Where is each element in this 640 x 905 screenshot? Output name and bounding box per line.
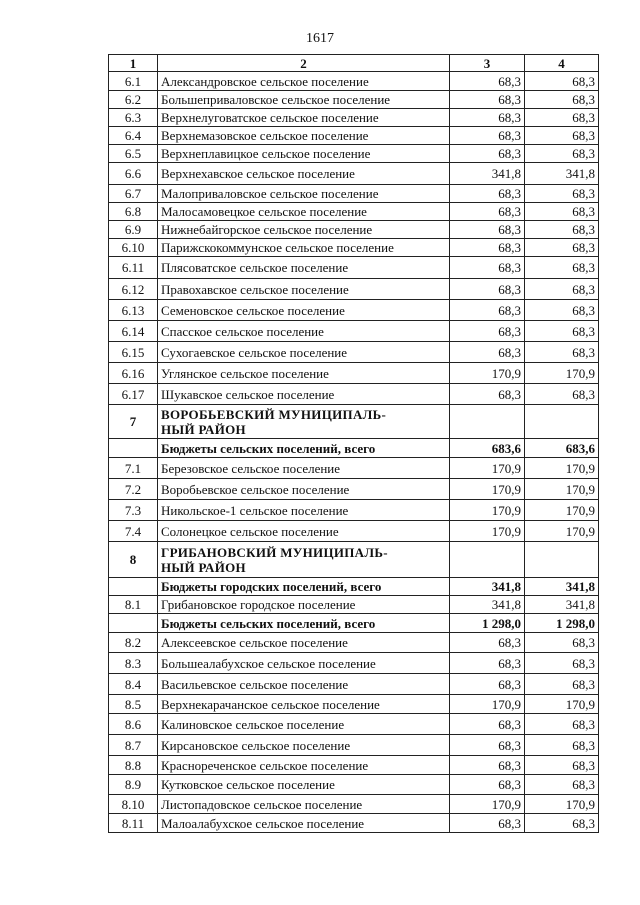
value-col-4: 170,9	[525, 479, 599, 500]
row-number: 7.3	[109, 500, 158, 521]
row-number	[109, 578, 158, 596]
settlement-name: Листопадовское сельское поселение	[158, 795, 450, 814]
district-name-line-2: НЫЙ РАЙОН	[161, 421, 246, 437]
value-col-4: 68,3	[525, 185, 599, 203]
value-col-3: 68,3	[450, 384, 525, 405]
value-col-4: 68,3	[525, 239, 599, 257]
settlement-name: Солонецкое сельское поселение	[158, 521, 450, 542]
value-col-4: 170,9	[525, 695, 599, 714]
value-col-4: 68,3	[525, 91, 599, 109]
table-row	[109, 279, 599, 300]
value-col-3: 68,3	[450, 221, 525, 239]
value-col-4: 68,3	[525, 674, 599, 695]
value-col-3: 170,9	[450, 795, 525, 814]
row-number: 8.2	[109, 633, 158, 653]
row-number: 8.10	[109, 795, 158, 814]
settlement-name: Углянское сельское поселение	[158, 363, 450, 384]
settlement-name: Парижскокоммунское сельское поселение	[158, 239, 450, 257]
settlement-name: Грибановское городское поселение	[158, 596, 450, 614]
row-number: 8.1	[109, 596, 158, 614]
settlement-name: Верхнеплавицкое сельское поселение	[158, 145, 450, 163]
row-number: 6.8	[109, 203, 158, 221]
settlement-name: Шукавское сельское поселение	[158, 384, 450, 405]
value-col-3	[450, 542, 525, 578]
value-col-4: 68,3	[525, 203, 599, 221]
table-row	[109, 695, 599, 714]
row-number: 6.9	[109, 221, 158, 239]
settlement-name: Никольское-1 сельское поселение	[158, 500, 450, 521]
row-number: 8.9	[109, 775, 158, 795]
district-row	[109, 405, 599, 439]
row-number: 8.6	[109, 714, 158, 735]
table-row	[109, 127, 599, 145]
row-number: 8.3	[109, 653, 158, 674]
value-col-3: 68,3	[450, 257, 525, 279]
value-col-3: 68,3	[450, 91, 525, 109]
value-col-4: 68,3	[525, 714, 599, 735]
settlement-name: Плясоватское сельское поселение	[158, 257, 450, 279]
value-col-4: 68,3	[525, 72, 599, 91]
row-number: 6.3	[109, 109, 158, 127]
value-col-3: 68,3	[450, 109, 525, 127]
value-col-4: 68,3	[525, 814, 599, 833]
district-name	[158, 405, 450, 439]
row-number: 6.12	[109, 279, 158, 300]
table-row	[109, 814, 599, 833]
value-col-3: 170,9	[450, 479, 525, 500]
table-row	[109, 500, 599, 521]
settlement-name: Березовское сельское поселение	[158, 458, 450, 479]
settlement-name: Малосамовецкое сельское поселение	[158, 203, 450, 221]
table-row	[109, 756, 599, 775]
value-col-3: 68,3	[450, 814, 525, 833]
value-col-3	[450, 405, 525, 439]
row-number: 6.6	[109, 163, 158, 185]
row-number: 6.10	[109, 239, 158, 257]
table-row	[109, 735, 599, 756]
settlement-name: Краснореченское сельское поселение	[158, 756, 450, 775]
subtotal-row	[109, 614, 599, 633]
value-col-4: 68,3	[525, 109, 599, 127]
value-col-3: 68,3	[450, 674, 525, 695]
table-row	[109, 521, 599, 542]
value-col-3: 68,3	[450, 342, 525, 363]
value-col-3: 341,8	[450, 596, 525, 614]
table-row	[109, 479, 599, 500]
value-col-4: 68,3	[525, 756, 599, 775]
value-col-3: 68,3	[450, 714, 525, 735]
value-col-3: 170,9	[450, 500, 525, 521]
settlement-name: Сухогаевское сельское поселение	[158, 342, 450, 363]
table-row	[109, 203, 599, 221]
table-row	[109, 300, 599, 321]
row-number: 7.1	[109, 458, 158, 479]
settlement-name: Васильевское сельское поселение	[158, 674, 450, 695]
row-number: 7.2	[109, 479, 158, 500]
settlement-name: Бюджеты городских поселений, всего	[158, 578, 450, 596]
value-col-4: 68,3	[525, 735, 599, 756]
settlement-name: Александровское сельское поселение	[158, 72, 450, 91]
table-row	[109, 342, 599, 363]
table-row	[109, 384, 599, 405]
value-col-4	[525, 542, 599, 578]
row-number: 6.5	[109, 145, 158, 163]
table-row	[109, 91, 599, 109]
value-col-3: 68,3	[450, 735, 525, 756]
table-row	[109, 458, 599, 479]
table-row	[109, 72, 599, 91]
district-name-line-2: НЫЙ РАЙОН	[161, 559, 246, 575]
row-number: 6.2	[109, 91, 158, 109]
value-col-4: 170,9	[525, 363, 599, 384]
row-number: 6.14	[109, 321, 158, 342]
value-col-4: 341,8	[525, 578, 599, 596]
settlement-name: Малоприваловское сельское поселение	[158, 185, 450, 203]
row-number: 6.16	[109, 363, 158, 384]
subtotal-row	[109, 439, 599, 458]
row-number: 6.13	[109, 300, 158, 321]
row-number: 8	[109, 542, 158, 578]
value-col-4: 170,9	[525, 500, 599, 521]
column-header-2: 2	[158, 55, 450, 72]
value-col-4: 341,8	[525, 163, 599, 185]
table-header-row	[109, 55, 599, 72]
value-col-3: 170,9	[450, 458, 525, 479]
value-col-3: 68,3	[450, 653, 525, 674]
settlement-name: Воробьевское сельское поселение	[158, 479, 450, 500]
settlement-name: Малоалабухское сельское поселение	[158, 814, 450, 833]
settlement-name: Верхнелуговатское сельское поселение	[158, 109, 450, 127]
value-col-4: 68,3	[525, 384, 599, 405]
table-row	[109, 596, 599, 614]
row-number: 6.17	[109, 384, 158, 405]
row-number: 6.15	[109, 342, 158, 363]
table-row	[109, 633, 599, 653]
row-number	[109, 439, 158, 458]
value-col-4	[525, 405, 599, 439]
table-row	[109, 321, 599, 342]
value-col-4: 1 298,0	[525, 614, 599, 633]
value-col-3: 1 298,0	[450, 614, 525, 633]
value-col-3: 68,3	[450, 321, 525, 342]
district-name-line-1: ВОРОБЬЕВСКИЙ МУНИЦИПАЛЬ-	[161, 406, 387, 422]
value-col-3: 68,3	[450, 145, 525, 163]
row-number: 8.11	[109, 814, 158, 833]
table-body	[109, 55, 599, 833]
value-col-3: 341,8	[450, 578, 525, 596]
settlement-name: Кирсановское сельское поселение	[158, 735, 450, 756]
value-col-4: 68,3	[525, 321, 599, 342]
value-col-3: 683,6	[450, 439, 525, 458]
settlement-name: Большеалабухское сельское поселение	[158, 653, 450, 674]
settlement-name: Правохавское сельское поселение	[158, 279, 450, 300]
value-col-3: 170,9	[450, 695, 525, 714]
settlement-name: Верхнекарачанское сельское поселение	[158, 695, 450, 714]
value-col-4: 683,6	[525, 439, 599, 458]
settlement-name: Калиновское сельское поселение	[158, 714, 450, 735]
district-name	[158, 542, 450, 578]
table-row	[109, 109, 599, 127]
value-col-4: 68,3	[525, 653, 599, 674]
column-header-4: 4	[525, 55, 599, 72]
settlement-name: Нижнебайгорское сельское поселение	[158, 221, 450, 239]
row-number: 8.4	[109, 674, 158, 695]
table-row	[109, 775, 599, 795]
row-number: 7.4	[109, 521, 158, 542]
value-col-3: 68,3	[450, 300, 525, 321]
value-col-3: 68,3	[450, 239, 525, 257]
row-number: 6.11	[109, 257, 158, 279]
value-col-4: 68,3	[525, 221, 599, 239]
settlement-name: Бюджеты сельских поселений, всего	[158, 439, 450, 458]
table-row	[109, 363, 599, 384]
value-col-4: 68,3	[525, 257, 599, 279]
value-col-3: 341,8	[450, 163, 525, 185]
value-col-4: 68,3	[525, 633, 599, 653]
column-header-1: 1	[109, 55, 158, 72]
table-row	[109, 185, 599, 203]
row-number: 7	[109, 405, 158, 439]
settlement-name: Кутковское сельское поселение	[158, 775, 450, 795]
value-col-4: 170,9	[525, 795, 599, 814]
page-number: 1617	[306, 31, 334, 46]
value-col-3: 68,3	[450, 72, 525, 91]
row-number: 6.1	[109, 72, 158, 91]
row-number: 6.4	[109, 127, 158, 145]
settlement-name: Бюджеты сельских поселений, всего	[158, 614, 450, 633]
value-col-4: 170,9	[525, 458, 599, 479]
value-col-3: 68,3	[450, 203, 525, 221]
table-row	[109, 221, 599, 239]
settlement-name: Верхнемазовское сельское поселение	[158, 127, 450, 145]
value-col-4: 68,3	[525, 127, 599, 145]
row-number: 6.7	[109, 185, 158, 203]
settlement-name: Верхнехавское сельское поселение	[158, 163, 450, 185]
row-number: 8.5	[109, 695, 158, 714]
column-header-3: 3	[450, 55, 525, 72]
table-row	[109, 674, 599, 695]
settlement-name: Семеновское сельское поселение	[158, 300, 450, 321]
value-col-3: 68,3	[450, 279, 525, 300]
district-row	[109, 542, 599, 578]
value-col-3: 68,3	[450, 633, 525, 653]
table-row	[109, 714, 599, 735]
value-col-3: 170,9	[450, 521, 525, 542]
table-row	[109, 163, 599, 185]
settlement-name: Алексеевское сельское поселение	[158, 633, 450, 653]
value-col-3: 68,3	[450, 775, 525, 795]
row-number: 8.7	[109, 735, 158, 756]
row-number	[109, 614, 158, 633]
value-col-3: 170,9	[450, 363, 525, 384]
value-col-3: 68,3	[450, 756, 525, 775]
value-col-3: 68,3	[450, 185, 525, 203]
budget-table	[108, 54, 599, 833]
settlement-name: Большеприваловское сельское поселение	[158, 91, 450, 109]
value-col-4: 68,3	[525, 300, 599, 321]
table-row	[109, 239, 599, 257]
settlement-name: Спасское сельское поселение	[158, 321, 450, 342]
value-col-4: 341,8	[525, 596, 599, 614]
value-col-4: 68,3	[525, 342, 599, 363]
value-col-3: 68,3	[450, 127, 525, 145]
value-col-4: 68,3	[525, 775, 599, 795]
subtotal-row	[109, 578, 599, 596]
table-row	[109, 795, 599, 814]
value-col-4: 170,9	[525, 521, 599, 542]
table-row	[109, 257, 599, 279]
table-row	[109, 145, 599, 163]
row-number: 8.8	[109, 756, 158, 775]
value-col-4: 68,3	[525, 279, 599, 300]
district-name-line-1: ГРИБАНОВСКИЙ МУНИЦИПАЛЬ-	[161, 544, 388, 560]
value-col-4: 68,3	[525, 145, 599, 163]
table-row	[109, 653, 599, 674]
